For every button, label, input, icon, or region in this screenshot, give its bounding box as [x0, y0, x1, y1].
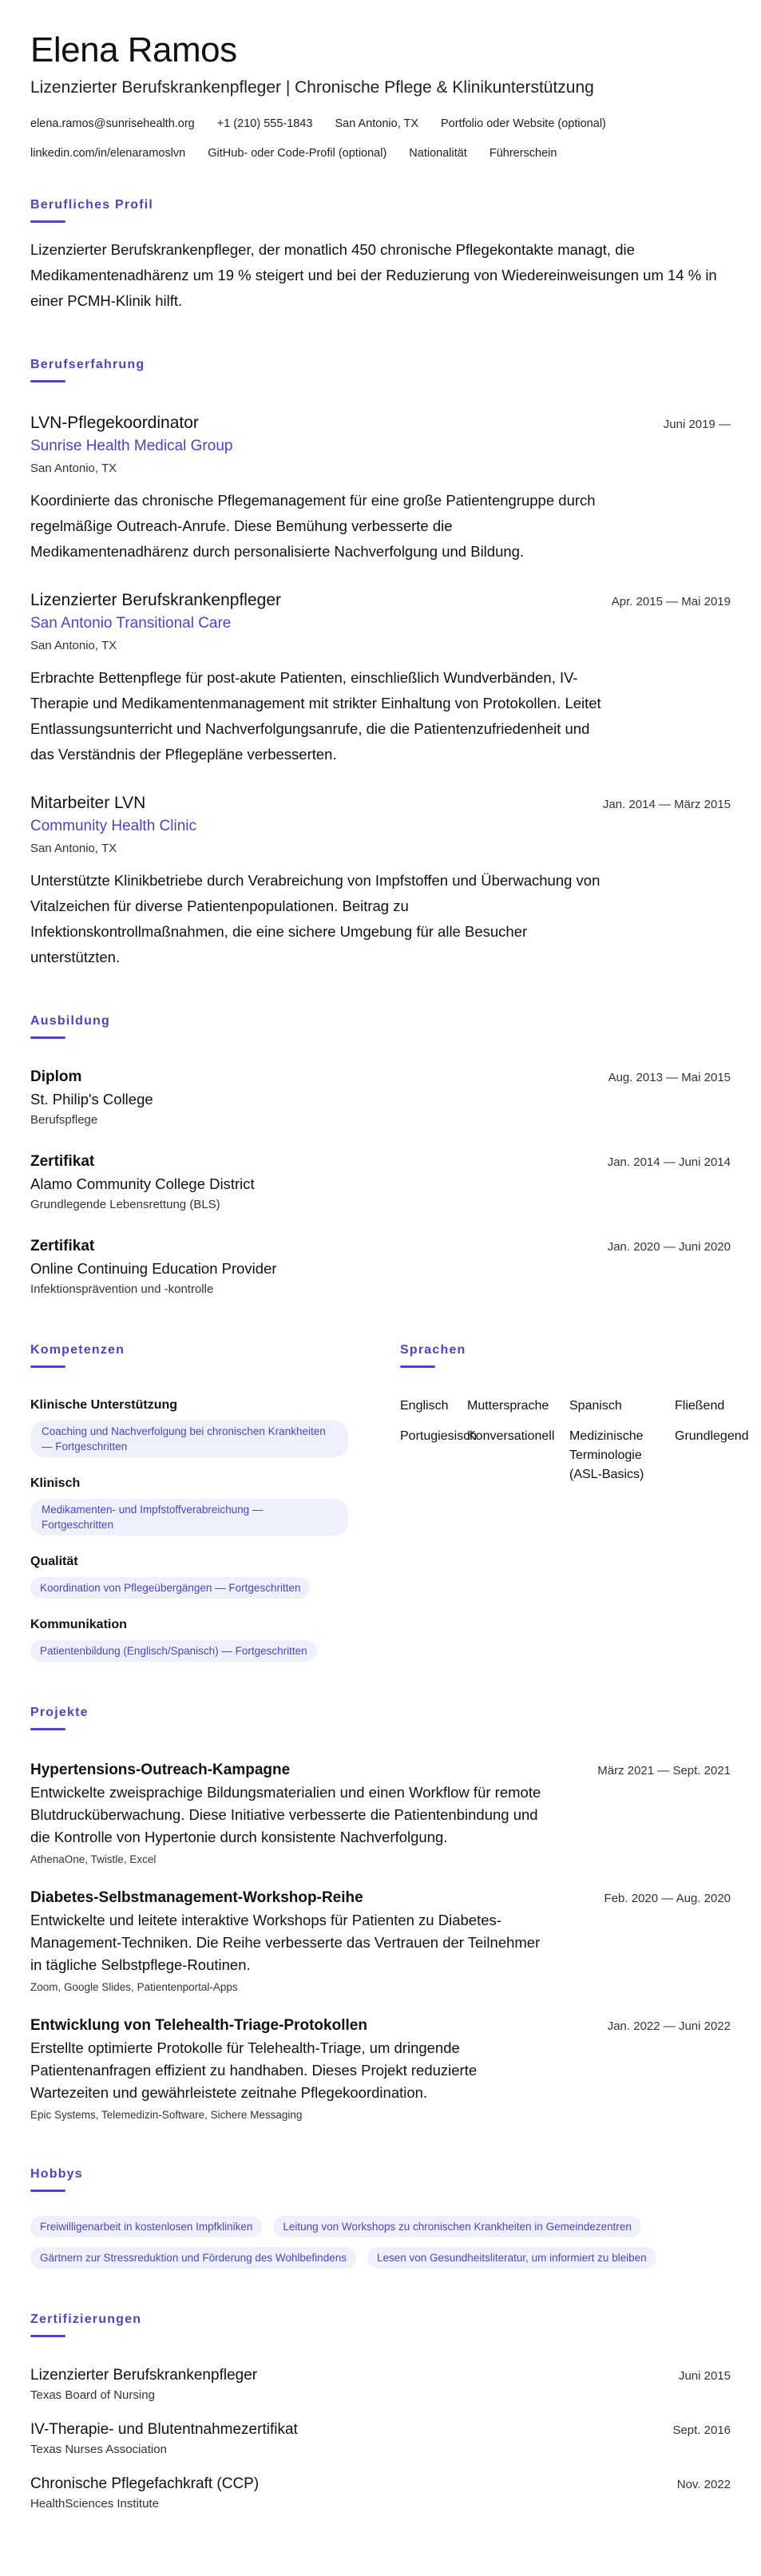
certification-issuer: Texas Nurses Association [30, 2443, 167, 2456]
certification-issuer: Texas Board of Nursing [30, 2388, 155, 2402]
project-name: Hypertensions-Outreach-Kampagne [30, 1762, 291, 1778]
school-name: Alamo Community College District [30, 1175, 255, 1192]
language-name: Englisch [400, 1399, 449, 1413]
email-link[interactable]: elena.ramos@sunrisehealth.org [30, 117, 195, 130]
project-tech: Epic Systems, Telemedizin-Software, Sichere Messaging [30, 2109, 303, 2121]
section-title: Hobbys [30, 2167, 83, 2181]
section-divider [400, 1365, 435, 1368]
project-dates: Feb. 2020 — Aug. 2020 [604, 1892, 731, 1905]
skill-group [30, 1397, 373, 1457]
drivers-license: Führerschein [489, 147, 557, 160]
field-of-study: Berufspflege [30, 1113, 98, 1127]
languages-table [400, 1397, 749, 1484]
skill-group [30, 1616, 373, 1662]
experience-item [30, 791, 731, 970]
job-location: San Antonio, TX [30, 639, 117, 652]
hobbies-section [30, 2166, 731, 2269]
section-divider [30, 380, 65, 382]
skill-category: Kommunikation [30, 1618, 127, 1631]
field-of-study: Infektionsprävention und -kontrolle [30, 1282, 214, 1296]
language-level: Muttersprache [467, 1399, 549, 1413]
company-name: San Antonio Transitional Care [30, 615, 232, 632]
location: San Antonio, TX [335, 117, 418, 130]
linkedin-link[interactable]: linkedin.com/in/elenaramoslvn [30, 147, 186, 160]
language-name: Medizinische Terminologie (ASL-Basics) [569, 1429, 644, 1481]
phone-number[interactable]: +1 (210) 555-1843 [216, 117, 313, 130]
section-divider [30, 2190, 65, 2192]
job-description: Koordinierte das chronische Pflegemanagement für eine große Patientengruppe durch regelmäßige Outreach-Anrufe. Diese Bemühung verbesserte die Medikamentenadhärenz durch personalisierte Nachverfolgung und Bildung. [30, 492, 596, 560]
project-name: Entwicklung von Telehealth-Triage-Protokollen [30, 2017, 367, 2034]
degree: Zertifikat [30, 1153, 95, 1170]
project-item [30, 1759, 731, 1868]
hobby-list [30, 2216, 733, 2269]
section-divider [30, 220, 65, 223]
education-dates: Jan. 2020 — Juni 2020 [607, 1240, 731, 1254]
degree: Diplom [30, 1068, 82, 1085]
contact-row [30, 145, 731, 162]
skills-languages-row [30, 1342, 749, 1662]
field-of-study: Grundlegende Lebensrettung (BLS) [30, 1198, 220, 1211]
section-title: Berufliches Profil [30, 198, 154, 212]
language-name: Spanisch [569, 1399, 622, 1413]
projects-section [30, 1705, 731, 2123]
section-title: Berufserfahrung [30, 358, 145, 371]
job-dates: Juni 2019 — [663, 418, 731, 431]
certification-name: IV-Therapie- und Blutentnahmezertifikat [30, 2421, 298, 2438]
section-title: Kompetenzen [30, 1343, 125, 1357]
project-tech: Zoom, Google Slides, Patientenportal-Apps [30, 1981, 238, 1993]
skill-category: Qualität [30, 1555, 78, 1568]
experience-section [30, 357, 731, 970]
degree: Zertifikat [30, 1238, 95, 1254]
project-dates: Jan. 2022 — Juni 2022 [607, 2019, 731, 2033]
candidate-subtitle: Lizenzierter Berufskrankenpfleger | Chronische Pflege & Klinikunterstützung [30, 78, 594, 97]
section-divider [30, 1365, 65, 1368]
education-dates: Jan. 2014 — Juni 2014 [607, 1155, 731, 1169]
skill-group [30, 1553, 373, 1599]
certification-item [30, 2419, 731, 2459]
nationality: Nationalität [409, 147, 467, 160]
certification-name: Chronische Pflegefachkraft (CCP) [30, 2475, 260, 2492]
skill-category: Klinische Unterstützung [30, 1398, 178, 1412]
certification-name: Lizenzierter Berufskrankenpfleger [30, 2367, 258, 2384]
language-level: Konversationell [467, 1429, 555, 1443]
portfolio-link[interactable]: Portfolio oder Website (optional) [441, 117, 606, 130]
section-divider [30, 2335, 65, 2337]
job-title: LVN-Pflegekoordinator [30, 414, 199, 432]
hobby-tag: Gärtnern zur Stressreduktion und Förderung des Wohlbefindens [30, 2247, 356, 2269]
skill-category: Klinisch [30, 1476, 81, 1490]
candidate-name: Elena Ramos [30, 30, 237, 69]
project-dates: März 2021 — Sept. 2021 [597, 1764, 731, 1777]
skill-tag: Koordination von Pflegeübergängen — Fortgeschritten [30, 1577, 310, 1599]
experience-item [30, 411, 731, 565]
project-description: Entwickelte und leitete interaktive Workshops für Patienten zu Diabetes-Management-Techniken. Die Reihe verbesserte das Vertrauen der Teilnehmer in tägliche Selbstpflege-Routinen. [30, 1912, 541, 1973]
job-title: Lizenzierter Berufskrankenpfleger [30, 591, 281, 609]
company-name: Community Health Clinic [30, 818, 197, 834]
project-tech: AthenaOne, Twistle, Excel [30, 1853, 157, 1865]
project-description: Erstellte optimierte Protokolle für Telehealth-Triage, um dringende Patientenanfragen effizient zu handhaben. Dieses Projekt reduzierte Wartezeiten und gewährleistete zeitnahe Pflegekoordination. [30, 2039, 478, 2101]
certifications-section [30, 2312, 731, 2513]
job-dates: Jan. 2014 — März 2015 [602, 798, 731, 811]
profile-text: Lizenzierter Berufskrankenpfleger, der monatlich 450 chronische Pflegekontakte managt, die Medikamentenadhärenz um 19 % steigert und bei der Reduzierung von Wiedereinweisungen um 14 % in einer PCMH-Klinik hilft. [30, 241, 717, 309]
certification-item [30, 2473, 731, 2513]
skill-tag: Patientenbildung (Englisch/Spanisch) — Fortgeschritten [30, 1640, 317, 1662]
language-row [400, 1397, 731, 1416]
section-title: Projekte [30, 1706, 89, 1719]
skill-tag: Medikamenten- und Impfstoffverabreichung — Fortgeschritten [30, 1499, 348, 1536]
hobby-tag: Lesen von Gesundheitsliteratur, um informiert zu bleiben [367, 2247, 656, 2269]
language-row [400, 1427, 749, 1484]
certification-issuer: HealthSciences Institute [30, 2497, 159, 2511]
section-divider [30, 1728, 65, 1730]
job-dates: Apr. 2015 — Mai 2019 [611, 595, 731, 608]
hobby-tag: Leitung von Workshops zu chronischen Krankheiten in Gemeindezentren [273, 2216, 641, 2237]
school-name: St. Philip's College [30, 1091, 153, 1108]
section-title: Sprachen [400, 1343, 466, 1357]
project-name: Diabetes-Selbstmanagement-Workshop-Reihe [30, 1889, 363, 1906]
section-divider [30, 1036, 65, 1039]
education-section [30, 1013, 731, 1299]
languages-section [400, 1342, 749, 1662]
education-item [30, 1066, 731, 1130]
job-location: San Antonio, TX [30, 462, 117, 475]
job-description: Unterstützte Klinikbetriebe durch Verabreichung von Impfstoffen und Überwachung von Vitalzeichen für diverse Patientenpopulationen. Beitrag zu Infektionskontrollmaßnahmen, die eine sichere Umgebung für alle Besucher unterstützten. [30, 872, 600, 965]
school-name: Online Continuing Education Provider [30, 1260, 277, 1277]
job-location: San Antonio, TX [30, 842, 117, 855]
education-dates: Aug. 2013 — Mai 2015 [608, 1071, 731, 1084]
company-name: Sunrise Health Medical Group [30, 438, 233, 454]
project-item [30, 1887, 731, 1995]
skills-section [30, 1342, 373, 1662]
job-description: Erbrachte Bettenpflege für post-akute Patienten, einschließlich Wundverbänden, IV-Therapie und Medikamentenmanagement mit strikter Einhaltung von Protokollen. Leitet Entlassungsunterricht und Nachverfolgungsanrufe, die die Patientenzufriedenheit und das Verständnis der Pflegepläne verbesserten. [30, 669, 601, 763]
language-level: Fließend [675, 1399, 725, 1413]
certification-date: Sept. 2016 [672, 2423, 731, 2437]
project-description: Entwickelte zweisprachige Bildungsmaterialien und einen Workflow für remote Blutdrucküberwachung. Diese Initiative verbesserte die Patientenbindung und die Kontrolle von Hypertonie durch konsistente Nachverfolgung. [30, 1784, 541, 1845]
github-link[interactable]: GitHub- oder Code-Profil (optional) [208, 147, 387, 160]
contact-row [30, 115, 731, 133]
language-level: Grundlegend [675, 1429, 749, 1443]
language-name: Portugiesisch [400, 1429, 478, 1443]
section-title: Ausbildung [30, 1014, 110, 1028]
profile-section [30, 197, 731, 314]
skill-group [30, 1475, 373, 1536]
education-item [30, 1235, 731, 1299]
certification-date: Nov. 2022 [676, 2478, 731, 2491]
skill-tag: Coaching und Nachverfolgung bei chronischen Krankheiten — Fortgeschritten [30, 1421, 348, 1457]
section-title: Zertifizierungen [30, 2312, 142, 2326]
project-item [30, 2015, 731, 2123]
experience-item [30, 589, 731, 767]
certification-item [30, 2364, 731, 2404]
hobby-tag: Freiwilligenarbeit in kostenlosen Impfkliniken [30, 2216, 262, 2237]
job-title: Mitarbeiter LVN [30, 794, 146, 812]
education-item [30, 1151, 731, 1215]
contact-info [30, 115, 731, 162]
certification-date: Juni 2015 [678, 2369, 731, 2383]
